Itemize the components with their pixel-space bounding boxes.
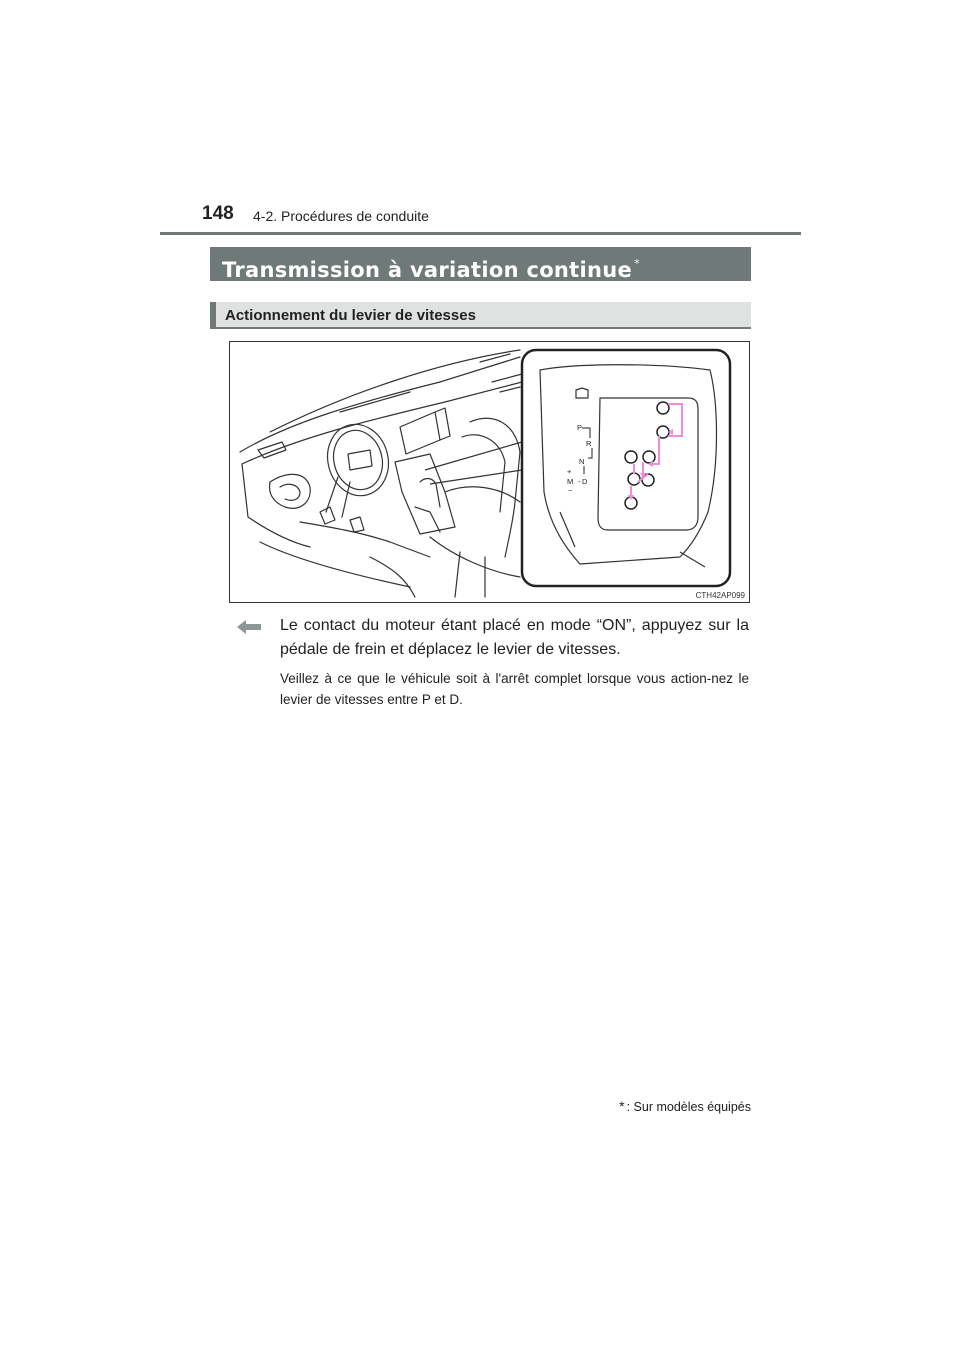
section-title — [210, 247, 751, 281]
footnote-mark: * — [619, 1098, 625, 1114]
section-title-text: Transmission à variation continue — [222, 258, 633, 282]
cockpit-drawing — [230, 342, 749, 602]
svg-text:N: N — [579, 457, 585, 466]
svg-text:-: - — [578, 477, 581, 486]
footnote-text: : Sur modèles équipés — [626, 1100, 751, 1114]
svg-text:+: + — [567, 467, 572, 476]
footnote — [619, 1098, 751, 1114]
svg-text:P: P — [577, 423, 583, 432]
shift-lever-illustration — [229, 341, 750, 603]
instruction-text: Le contact du moteur étant placé en mode “ON”, appuyez sur la pédale de frein et déplacez le levier de vitesses. — [280, 617, 749, 658]
subsection-heading: Actionnement du levier de vitesses — [210, 302, 751, 329]
svg-text:M: M — [567, 477, 574, 486]
header-divider — [160, 232, 801, 235]
svg-text:−: − — [568, 486, 573, 495]
left-arrow-icon — [237, 619, 261, 635]
figure-code: CTH42AP099 — [695, 591, 745, 600]
svg-text:R: R — [586, 439, 592, 448]
equipment-mark: * — [634, 257, 640, 270]
svg-text:D: D — [582, 477, 588, 486]
section-breadcrumb: 4-2. Procédures de conduite — [253, 208, 429, 224]
page-number: 148 — [202, 203, 234, 224]
note-text: Veillez à ce que le véhicule soit à l'arrêt complet lorsque vous action-nez le levier de vitesses entre P et D. — [280, 671, 749, 707]
